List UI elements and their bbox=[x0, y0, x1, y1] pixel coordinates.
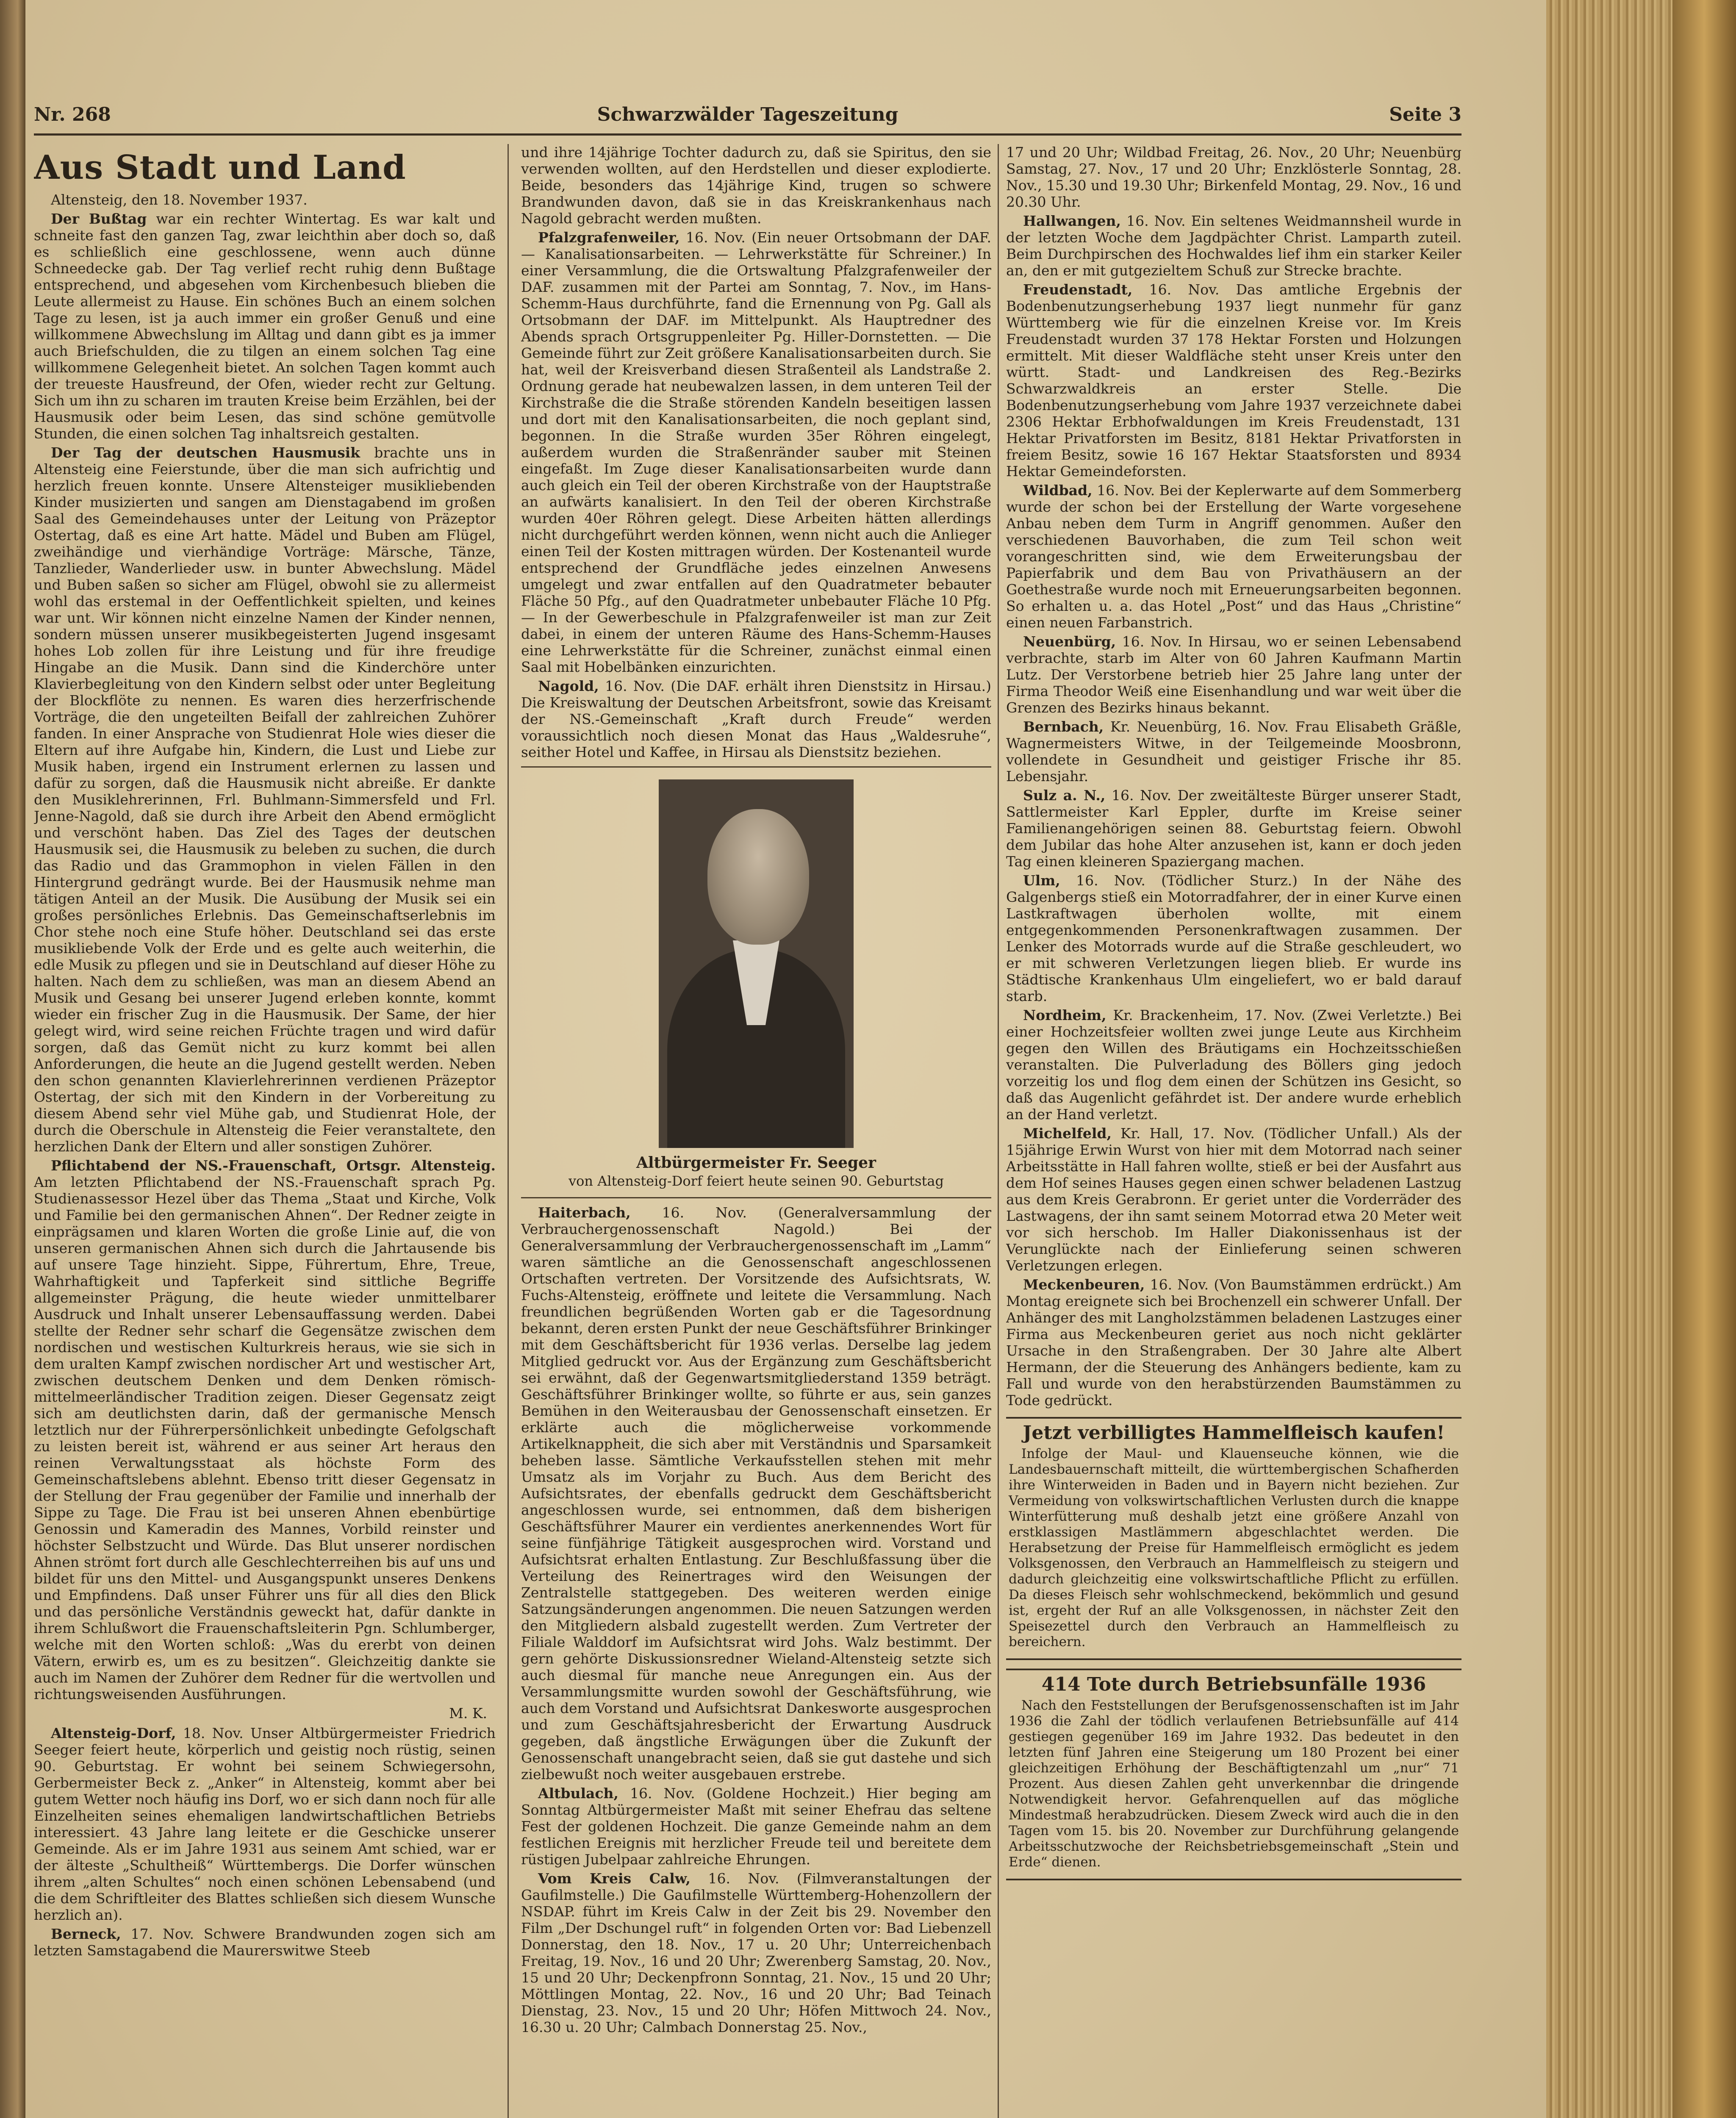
article-head: Michelfeld, bbox=[1023, 1125, 1112, 1142]
article-head: Nordheim, bbox=[1023, 1007, 1106, 1023]
column-1 bbox=[34, 144, 496, 2118]
notice-title: 414 Tote durch Betriebsunfälle 1936 bbox=[1041, 1674, 1426, 1695]
article-text: 16. Nov. (Generalversammlung der Verbrauchergenossenschaft Nagold.) Bei der Generalversammlung der Verbrauchergenossenschaft im „Lamm“ waren sämtliche an die Genossenschaft angeschlossenen Ortschaften vertreten. Der Vorsitzende des Aufsichtsrats, W. Fuchs-Altensteig, eröffnete und leitete die Versammlung. Nach freundlichen begrüßenden Worten gab er die Tagesordnung bekannt, deren ersten Punkt der neue Geschäftsführer Brinkinger mit dem Geschäftsbericht für 1936 verlas. Derselbe lag jedem Mitglied gedruckt vor. Aus der Ergänzung zum Geschäftsbericht sei erwähnt, daß der Gegenwartsmitgliederstand 1359 beträgt. Geschäftsführer Brinkinger wollte, so führte er aus, sein ganzes Bemühen in den Weiterausbau der Genossenschaft einsetzen. Er erklärte auch die möglicherweise vorkommende Artikelknappheit, die sich aber mit Verständnis und Sparsamkeit beheben lasse. Sämtliche Verkaufsstellen stehen mit mehr Umsatz als im Vorjahr zu Buch. Aus dem Bericht des Aufsichtsrates, der ebenfalls gedruckt dem Geschäftsbericht angeschlossen wurde, sei entnommen, daß dem bisherigen Geschäftsführer Maurer ein verdientes anerkennendes Wort für seine fünfjährige Tätigkeit ausgesprochen wird. Vorstand und Aufsichtsrat erhalten Entlastung. Zur Beschlußfassung über die Verteilung des Reinertrages wird den Weisungen der Zentralstelle stattgegeben. Des weiteren werden einige Satzungsänderungen angenommen. Die neuen Satzungen werden den Mitgliedern alsbald zugestellt werden. Zum Vertreter der Filiale Walddorf im Aufsichtsrat wird Johs. Walz bestimmt. Der gern gehörte Diskussionsredner Wieland-Altensteig setzte sich auch diesmal für manche neue Anregungen ein. Aus der Versammlungsmitte wurden sowohl der Geschäftsführung, wie auch dem Vorstand und Aufsichtsrat Dankesworte ausgesprochen und zum Geschäftsjahresbericht der Erwartung Ausdruck gegeben, daß ängstliche Erwägungen über die Zukunft der Genossenschaft unangebracht seien, daß sie gut dastehe und sich zielbewußt noch weiter ausgebauen erstrebe. bbox=[521, 1204, 991, 1783]
article-text: 16. Nov. (Filmveranstaltungen der Gaufilmstelle.) Die Gaufilmstelle Württemberg-Hohenzollern der NSDAP. führt im Kreis Calw in der Zeit bis 29. November den Film „Der Dschungel ruft“ in folgenden Orten vor: Bad Liebenzell Donnerstag, den 18. Nov., 17 u. 20 Uhr; Unterreichenbach Freitag, 19. Nov., 16 und 20 Uhr; Zwerenberg Samstag, 20. Nov., 15 und 20 Uhr; Deckenpfronn Sonntag, 21. Nov., 15 und 20 Uhr; Möttlingen Montag, 22. Nov., 16 und 20 Uhr; Bad Teinach Dienstag, 23. Nov., 15 und 20 Uhr; Höfen Mittwoch 24. Nov., 16.30 u. 20 Uhr; Calmbach Donnerstag 25. Nov., bbox=[521, 1870, 991, 2035]
article-wildbad bbox=[1006, 482, 1461, 631]
article-text: Kr. Brackenheim, 17. Nov. (Zwei Verletzte.) Bei einer Hochzeitsfeier wollten zwei junge Leute aus Kirchheim gegen den Willen des Bräutigams ein Hochzeitsschießen veranstalten. Die Pulverladung des Böllers ging jedoch vorzeitig los und flog dem einen der Schützen ins Gesicht, so daß das Augenlicht gefährdet ist. Der andere wurde erheblich an der Hand verletzt. bbox=[1006, 1007, 1461, 1123]
article-altbulach bbox=[521, 1785, 991, 1868]
article-text: Am letzten Pflichtabend der NS.-Frauenschaft sprach Pg. Studienassessor Hezel über das Thema „Staat und Kirche, Volk und Familie bei den germanischen Ahnen“. Der Redner zeigte in einprägsamen und klaren Worten die große Linie auf, die von unseren germanischen Ahnen sich durch die Jahrtausende bis auf unsere Tage hinzieht. Sippe, Führertum, Ehre, Treue, Wahrhaftigkeit und Tapferkeit sind sittliche Begriffe allgemeinster Prägung, die heute wieder unmittelbarer Ausdruck und Inhalt unserer Lebensauffassung werden. Dabei stellte der Redner sehr scharf die Gegensätze zwischen dem nordischen und westischen Kulturkreis heraus, wie sie sich in dem uralten Kampf zwischen nordischer Art und westischer Art, zwischen deutschem Denken und dem Denken römisch-mittelmeerländischer Tradition zeigen. Dieser Gegensatz zeigt sich am deutlichsten darin, daß der germanische Mensch letztlich nur der Führerpersönlichkeit unbedingte Gefolgschaft zu leisten bereit ist, während er aus seiner Art heraus den reinen Verwaltungsstaat als höchste Form des Gemeinschaftslebens ablehnt. Ebenso tritt dieser Gegensatz in der Stellung der Frau gegenüber der Familie und innerhalb der Sippe zu Tage. Die Frau ist bei unseren Ahnen ebenbürtige Genossin und Kameradin des Mannes, Vorbild reinster und höchster Selbstzucht und Würde. Das Blut unserer nordischen Ahnen strömt fort durch alle Geschlechterreihen bis auf uns und bildet für uns den Mittel- und Ausgangspunkt unseres Denkens und Empfindens. Daß unser Führer uns für all dies den Blick und das persönliche Verständnis geweckt hat, dafür dankte in ihrem Schlußwort die Frauenschaftsleiterin Pgn. Schlumberger, welche mit den Worten schloß: „Was du ererbt von deinen Vätern, erwirb es, um es zu besitzen“. Gleichzeitig dankte sie auch im Namen der Zuhörer dem Redner für die wertvollen und richtungsweisenden Ausführungen. bbox=[34, 1174, 496, 1702]
notice-hammelfleisch bbox=[1006, 1417, 1461, 1660]
article-text: 16. Nov. In Hirsau, wo er seinen Lebensabend verbrachte, starb im Alter von 60 Jahren Kaufmann Martin Lutz. Der Verstorbene betrieb hier 25 Jahre lang unter der Firma Theodor Weiß eine Eisenhandlung und war weit über die Grenzen des Bezirks hinaus bekannt. bbox=[1006, 633, 1461, 716]
portrait-head bbox=[707, 809, 809, 945]
article-text: 16. Nov. (Ein neuer Ortsobmann der DAF. — Kanalisationsarbeiten. — Lehrwerkstätte für Schreiner.) In einer Versammlung, die die Ortswaltung Pfalzgrafenweiler der DAF. zusammen mit der Partei am Sonntag, 7. Nov., im Hans-Schemm-Haus durchführte, fand die Ernennung von Pg. Gall als Ortsobmann der DAF. im Mittelpunkt. Als Hauptredner des Abends sprach Ortsgruppenleiter Pg. Hiller-Dornstetten. — Die Gemeinde führt zur Zeit größere Kanalisationsarbeiten durch. Sie hat, weil der Kreisverband diesen Straßenteil als Landstraße 2. Ordnung gerade hat neubewalzen lassen, in dem unteren Teil der Kirchstraße die die Straße störenden Kandeln beseitigen lassen und dort mit den Kanalisationsarbeiten, die noch geplant sind, begonnen. In die Straße wurden 35er Röhren eingelegt, außerdem wurden die Straßenränder sauber mit Steinen eingefaßt. Im Zuge dieser Kanalisationsarbeiten wurde dann auch gleich ein Teil der oberen Kirchstraße von der Hauptstraße an aufwärts kanalisiert. In den Teil der oberen Kirchstraße wurden 40er Röhren gelegt. Diese Arbeiten hätten allerdings nicht durchgeführt werden können, wenn nicht auch die Anlieger einen Teil der Kosten mittragen würden. Der Kostenanteil wurde entsprechend der Grundfläche jedes einzelnen Anwesens umgelegt und zwar entfallen auf den Quadratmeter bebauter Fläche 50 Pfg., auf den Quadratmeter unbebauter Fläche 10 Pfg. — In der Gewerbeschule in Pfalzgrafenweiler ist man zur Zeit dabei, in einem der unteren Räume des Hans-Schemm-Hauses eine Lehrwerkstätte für die Schreiner, zunächst einmal einen Saal mit Hobelbänken einzurichten. bbox=[521, 229, 991, 675]
photo-subcaption: von Altensteig-Dorf feiert heute seinen 90. Geburtstag bbox=[568, 1173, 944, 1189]
article-busstag bbox=[34, 211, 496, 442]
book-page-edges bbox=[1546, 0, 1736, 2118]
page-number: Seite 3 bbox=[1389, 104, 1461, 125]
page-header bbox=[34, 100, 1461, 136]
article-text: 18. Nov. Unser Altbürgermeister Friedrich Seeger feiert heute, körperlich und geistig noch rüstig, seinen 90. Geburtstag. Er wohnt bei seinem Schwiegersohn, Gerbermeister Beck z. „Anker“ in Altensteig, kommt aber bei gutem Wetter noch häufig ins Dorf, wo er sich dann noch für alle Einzelheiten seines ehemaligen landwirtschaftlichen Betriebs interessiert. 43 Jahre lang leitete er die Geschicke unserer Gemeinde. Als er im Jahre 1931 aus seinem Amt schied, war er der älteste „Schultheiß“ Württembergs. Die Dorfer wünschen ihrem „alten Schultes“ noch einen schönen Lebensabend (und die dem Schriftleiter des Blattes schließen sich diesem Wunsche herzlich an). bbox=[34, 1725, 496, 1923]
article-head: Sulz a. N., bbox=[1023, 787, 1106, 804]
article-head: Vom Kreis Calw, bbox=[538, 1870, 691, 1887]
article-hausmusik bbox=[34, 444, 496, 1155]
article-head: Ulm, bbox=[1023, 872, 1060, 889]
article-head: Freudenstadt, bbox=[1023, 281, 1133, 298]
article-text: brachte uns in Altensteig eine Feierstunde, über die man sich aufrichtig und herzlich freuen konnte. Unsere Altensteiger musikliebenden Kinder musizierten und sangen am Dienstagabend im großen Saal des Gemeindehauses unter der Leitung von Präzeptor Ostertag, daß es eine Art hatte. Mädel und Buben am Flügel, zweihändige und vierhändige Vorträge: Märsche, Tänze, Tanzlieder, Wanderlieder usw. in bunter Abwechslung. Mädel und Buben saßen so sicher am Flügel, obwohl sie zu allermeist wohl das erstemal in der Oeffentlichkeit spielten, und keines war unt. Wir können nicht einzelne Namen der Kinder nennen, sondern müssen unserer musikbegeisterten Jugend insgesamt hohes Lob zollen für ihre Leistung und für ihre freudige Hingabe an die Musik. Dann sind die Kinderchöre unter Klavierbegleitung von den Kindern selbst oder unter Begleitung der Blockflöte zu nennen. Es waren dies herzerfrischende Vorträge, die den ungeteilten Beifall der zahlreichen Zuhörer fanden. In einer Ansprache von Studienrat Hole wies dieser die Eltern auf ihre Aufgabe hin, Kindern, die Lust und Liebe zur Musik haben, irgend ein Instrument erlernen zu lassen und dafür zu sorgen, daß die Hausmusik nicht abreiße. Er dankte den Musiklehrerinnen, Frl. Buhlmann-Simmersfeld und Frl. Jenne-Nagold, daß sie durch ihre Arbeit den Abend ermöglicht und verschönt haben. Das Ziel des Tages der deutschen Hausmusik sei, die Hausmusik zu beleben zu suchen, die durch das Radio und das Grammophon in vielen Fällen in den Hintergrund gedrängt wurde. Bei der Hausmusik nehme man tätigen Anteil an der Musik. Die Ausübung der Musik sei ein großes persönliches Erlebnis. Das Gemeinschaftserlebnis im Chor stehe noch eine Stufe höher. Deutschland sei das erste musikliebende Volk der Erde und es gelte auch weiterhin, die edle Musik zu pflegen und sie in Deutschland auf dieser Höhe zu halten. Nach dem zu schließen, was man an diesem Abend an Musik und Gesang bei unserer Jugend erleben konnte, kommt wieder ein frischer Zug in die Hausmusik. Der Same, der hier gelegt wird, wird seine reichen Früchte tragen und wird dafür sorgen, daß das Gemüt nicht zu kurz kommt bei allen Anforderungen, die heute an die Jugend gestellt werden. Neben den schon genannten Klavierlehrerinnen verdienen Präzeptor Ostertag, der sich mit den Kindern in der Vorbereitung zu diesem Abend sehr viel Mühe gab, und Studienrat Hole, der durch die Oberschule in Altensteig die Feier veranstaltete, den herzlichen Dank der Eltern und aller sonstigen Zuhörer. bbox=[34, 444, 496, 1155]
section-title: Aus Stadt und Land bbox=[34, 148, 406, 187]
article-head: Wildbad, bbox=[1023, 482, 1093, 499]
notice-text: Infolge der Maul- und Klauenseuche können, wie die Landesbauernschaft mitteilt, die württembergischen Schafherden ihre Winterweiden in Baden und in Bayern nicht beziehen. Zur Vermeidung von volkswirtschaftlichen Verlusten durch die knappe Winterfütterung muß deshalb jetzt eine größere Anzahl von erstklassigen Mastlämmern abgeschlachtet werden. Die Herabsetzung der Preise für Hammelfleisch ermöglicht es jedem Volksgenossen, den Verbrauch an Hammelfleisch zu steigern und dadurch gleichzeitig eine volkswirtschaftliche Pflicht zu erfüllen. Da dieses Fleisch sehr wohlschmeckend, bekömmlich und gesund ist, ergeht der Ruf an alle Volksgenossen, in nächster Zeit den Speisezettel durch den Verbrauch an Hammelfleisch zu bereichern. bbox=[1009, 1446, 1459, 1649]
article-sulz bbox=[1006, 787, 1461, 870]
article-text: 16. Nov. Der zweitälteste Bürger unserer Stadt, Sattlermeister Karl Eppler, durfte im Kreise seiner Familienangehörigen seinen 88. Geburtstag feiern. Obwohl dem Jubilar das hohe Alter anzusehen ist, kann er doch jeden Tag einen kleineren Spaziergang machen. bbox=[1006, 787, 1461, 870]
article-head: Nagold, bbox=[538, 678, 599, 694]
article-text: 16. Nov. Bei der Keplerwarte auf dem Sommerberg wurde der schon bei der Erstellung der Warte vorgesehene Anbau neben dem Turm in Angriff genommen. Außer den verschiedenen Bauvorhaben, die zum Teil schon weit vorangeschritten sind, wie dem Erweiterungsbau der Papierfabrik und dem Bau von Privathäusern an der Goethestraße wurde noch mit Erneuerungsarbeiten begonnen. So erhalten u. a. das Hotel „Post“ und das Haus „Christine“ einen neuen Farbanstrich. bbox=[1006, 482, 1461, 631]
article-text: Kr. Neuenbürg, 16. Nov. Frau Elisabeth Gräßle, Wagnermeisters Witwe, in der Teilgemeinde Moosbronn, vollendete in Gesundheit und geistiger Frische ihr 85. Lebensjahr. bbox=[1006, 718, 1461, 785]
divider bbox=[521, 1197, 991, 1198]
issue-number: Nr. 268 bbox=[34, 104, 111, 125]
article-head: Altbulach, bbox=[538, 1785, 618, 1802]
article-head: Hallwangen, bbox=[1023, 213, 1121, 229]
article-pfalzgrafenweiler bbox=[521, 229, 991, 675]
article-berneck bbox=[34, 1926, 496, 1959]
notice-title: Jetzt verbilligtes Hammelfleisch kaufen! bbox=[1023, 1422, 1445, 1444]
column-2 bbox=[521, 144, 991, 2118]
article-signature: M. K. bbox=[449, 1705, 487, 1722]
article-nagold bbox=[521, 678, 991, 760]
photo-caption: Altbürgermeister Fr. Seeger bbox=[636, 1154, 876, 1172]
article-kreis-calw bbox=[521, 1870, 991, 2035]
newspaper-title: Schwarzwälder Tageszeitung bbox=[597, 104, 899, 125]
article-kreis-calw-cont: 17 und 20 Uhr; Wildbad Freitag, 26. Nov., 20 Uhr; Neuenbürg Samstag, 27. Nov., 17 und 20 Uhr; Enzklösterle Sonntag, 28. Nov., 15.30 und 19.30 Uhr; Birkenfeld Montag, 29. Nov., 16 und 20.30 Uhr. bbox=[1006, 144, 1461, 210]
article-altensteig-dorf bbox=[34, 1725, 496, 1923]
column-rule bbox=[507, 144, 509, 2118]
article-text: 16. Nov. (Von Baumstämmen erdrückt.) Am Montag ereignete sich bei Brochenzell ein schwerer Unfall. Der Anhänger des mit Langholzstämmen beladenen Lastzuges einer Firma aus Meckenbeuren geriet aus noch nicht geklärter Ursache in den Straßengraben. Der 30 Jahre alte Albert Hermann, der die Steuerung des Anhängers bediente, kam zu Fall und wurde von den herabstürzenden Baumstämmen zu Tode gedrückt. bbox=[1006, 1276, 1461, 1408]
article-text: war ein rechter Wintertag. Es war kalt und schneite fast den ganzen Tag, zwar leichthin aber doch so, daß es schließlich eine geschlossene, wenn auch dünne Schneedecke gab. Der Tag verlief recht ruhig denn Bußtage entsprechend, und abgesehen vom Kirchenbesuch blieben die Leute allermeist zu Hause. Ein schönes Buch an einem solchen Tage zu lesen, ist ja auch immer ein großer Genuß und eine willkommene Abwechslung im Alltag und dann gibt es ja immer auch Briefschulden, die zu tilgen an einem solchen Tag eine willkommene Gelegenheit bietet. An solchen Tagen kommt auch der treueste Hausfreund, der Ofen, wieder recht zur Geltung. Sich um ihn zu scharen im trauten Kreise beim Erzählen, bei der Hausmusik oder beim Lesen, das sind schöne gemütvolle Stunden, die einen solchen Tag inhaltsreich gestalten. bbox=[34, 211, 496, 442]
article-freudenstadt bbox=[1006, 281, 1461, 480]
article-head: Pflichtabend der NS.-Frauenschaft, Ortsgr. Altensteig. bbox=[51, 1157, 496, 1174]
article-hallwangen bbox=[1006, 213, 1461, 279]
portrait-photo bbox=[659, 779, 854, 1148]
article-haiterbach bbox=[521, 1204, 991, 1783]
previous-page-edge bbox=[0, 0, 25, 2118]
article-frauenschaft bbox=[34, 1157, 496, 1702]
article-head: Meckenbeuren, bbox=[1023, 1276, 1145, 1293]
article-head: Der Tag der deutschen Hausmusik bbox=[51, 444, 361, 461]
article-text: Kr. Hall, 17. Nov. (Tödlicher Unfall.) Als der 15jährige Erwin Wurst von hier mit dem Motorrad nach seiner Arbeitsstätte in Hall fahren wollte, stieß er bei der Ausfahrt aus dem Hof seines Hauses gegen einen schwer beladenen Lastzug aus dem Kreis Gerabronn. Er geriet unter die Vorderräder des Lastwagens, der ihn samt seinem Motorrad etwa 20 Meter weit vor sich herschob. Im Haller Diakonissenhaus ist der Verunglückte nach der Einlieferung seinen schweren Verletzungen erlegen. bbox=[1006, 1125, 1461, 1274]
notice-betriebsunfaelle bbox=[1006, 1669, 1461, 1880]
article-text: 17. Nov. Schwere Brandwunden zogen sich am letzten Samstagabend die Maurerswitwe Steeb bbox=[34, 1926, 496, 1959]
divider bbox=[521, 766, 991, 768]
article-text: 16. Nov. Das amtliche Ergebnis der Bodenbenutzungserhebung 1937 liegt nunmehr für ganz Württemberg wie für die einzelnen Kreise vor. Im Kreis Freudenstadt wurden 37 178 Hektar Forsten und Holzungen ermittelt. Mit dieser Waldfläche steht unser Kreis unter den württ. Stadt- und Landkreisen des Reg.-Bezirks Schwarzwaldkreis an erster Stelle. Die Bodenbenutzungserhebung vom Jahre 1937 verzeichnete dabei 2306 Hektar Erbhofwaldungen im Kreis Freudenstadt, 131 Hektar Privatforsten im Besitz, 8181 Hektar Privatforsten in freiem Besitz, sowie 16 167 Hektar Staatsforsten und 8934 Hektar Gemeindeforsten. bbox=[1006, 281, 1461, 480]
photo-block bbox=[521, 779, 991, 1189]
article-head: Der Bußtag bbox=[51, 211, 147, 227]
article-berneck-cont: und ihre 14jährige Tochter dadurch zu, daß sie Spiritus, den sie verwenden wollten, auf den Herdstellen und dieser explodierte. Beide, besonders das 14jährige Kind, trugen so schwere Brandwunden davon, daß sie in das Kreiskrankenhaus nach Nagold gebracht werden mußten. bbox=[521, 144, 991, 227]
article-head: Bernbach, bbox=[1023, 718, 1104, 735]
article-neuenbuerg bbox=[1006, 633, 1461, 716]
article-text: 16. Nov. (Die DAF. erhält ihren Dienstsitz in Hirsau.) Die Kreiswaltung der Deutschen Arbeitsfront, sowie das Kreisamt der NS.-Gemeinschaft „Kraft durch Freude“ werden voraussichtlich noch diesen Monat das Haus „Waldesruhe“, seither Hotel und Kaffee, in Hirsau als Dienstsitz beziehen. bbox=[521, 678, 991, 760]
article-head: Neuenbürg, bbox=[1023, 633, 1116, 650]
notice-text: Nach den Feststellungen der Berufsgenossenschaften ist im Jahr 1936 die Zahl der tödlich verlaufenen Betriebsunfälle auf 414 gestiegen gegenüber 169 im Jahre 1932. Das bedeutet in den letzten fünf Jahren eine Steigerung um 180 Prozent bei einer gleichzeitigen Erhöhung der Beschäftigtenzahl um „nur“ 71 Prozent. Aus diesen Zahlen geht unverkennbar die dringende Notwendigkeit hervor. Gefahrenquellen auf das mögliche Mindestmaß herabzudrücken. Diesem Zweck wird auch die in den Tagen vom 15. bis 20. November zur Durchführung gelangende Arbeitsschutzwoche der Reichsbetriebsgemeinschaft „Stein und Erde“ dienen. bbox=[1009, 1698, 1459, 1870]
article-head: Pfalzgrafenweiler, bbox=[538, 229, 680, 246]
article-head: Haiterbach, bbox=[538, 1204, 631, 1221]
article-michelfeld bbox=[1006, 1125, 1461, 1274]
article-meckenbeuren bbox=[1006, 1276, 1461, 1408]
column-rule bbox=[998, 144, 999, 2118]
article-head: Berneck, bbox=[51, 1926, 121, 1942]
article-ulm bbox=[1006, 872, 1461, 1004]
article-text: 16. Nov. Ein seltenes Weidmannsheil wurde in der letzten Woche dem Jagdpächter Christ. Lamparth zuteil. Beim Durchpirschen des Hochwaldes lief ihm ein starker Keiler an, den er mit gutgezieltem Schuß zur Strecke brachte. bbox=[1006, 213, 1461, 279]
article-text: 16. Nov. (Goldene Hochzeit.) Hier beging am Sonntag Altbürgermeister Maßt mit seiner Ehefrau das seltene Fest der goldenen Hochzeit. Die ganze Gemeinde nahm an dem festlichen Ereignis mit herzlicher Freude teil und bereitete dem rüstigen Jubelpaar zahlreiche Ehrungen. bbox=[521, 1785, 991, 1868]
article-bernbach bbox=[1006, 718, 1461, 785]
article-head: Altensteig-Dorf, bbox=[51, 1725, 176, 1741]
article-nordheim bbox=[1006, 1007, 1461, 1123]
dateline: Altensteig, den 18. November 1937. bbox=[51, 191, 308, 208]
column-3 bbox=[1006, 144, 1461, 2118]
article-text: 16. Nov. (Tödlicher Sturz.) In der Nähe des Galgenbergs stieß ein Motorradfahrer, der in einer Kurve einen Lastkraftwagen überholen wollte, mit einem entgegenkommenden Personenkraftwagen zusammen. Der Lenker des Motorrads wurde auf die Straße geschleudert, wo er mit schweren Verletzungen liegen blieb. Er wurde ins Städtische Krankenhaus Ulm eingeliefert, wo er bald darauf starb. bbox=[1006, 872, 1461, 1004]
